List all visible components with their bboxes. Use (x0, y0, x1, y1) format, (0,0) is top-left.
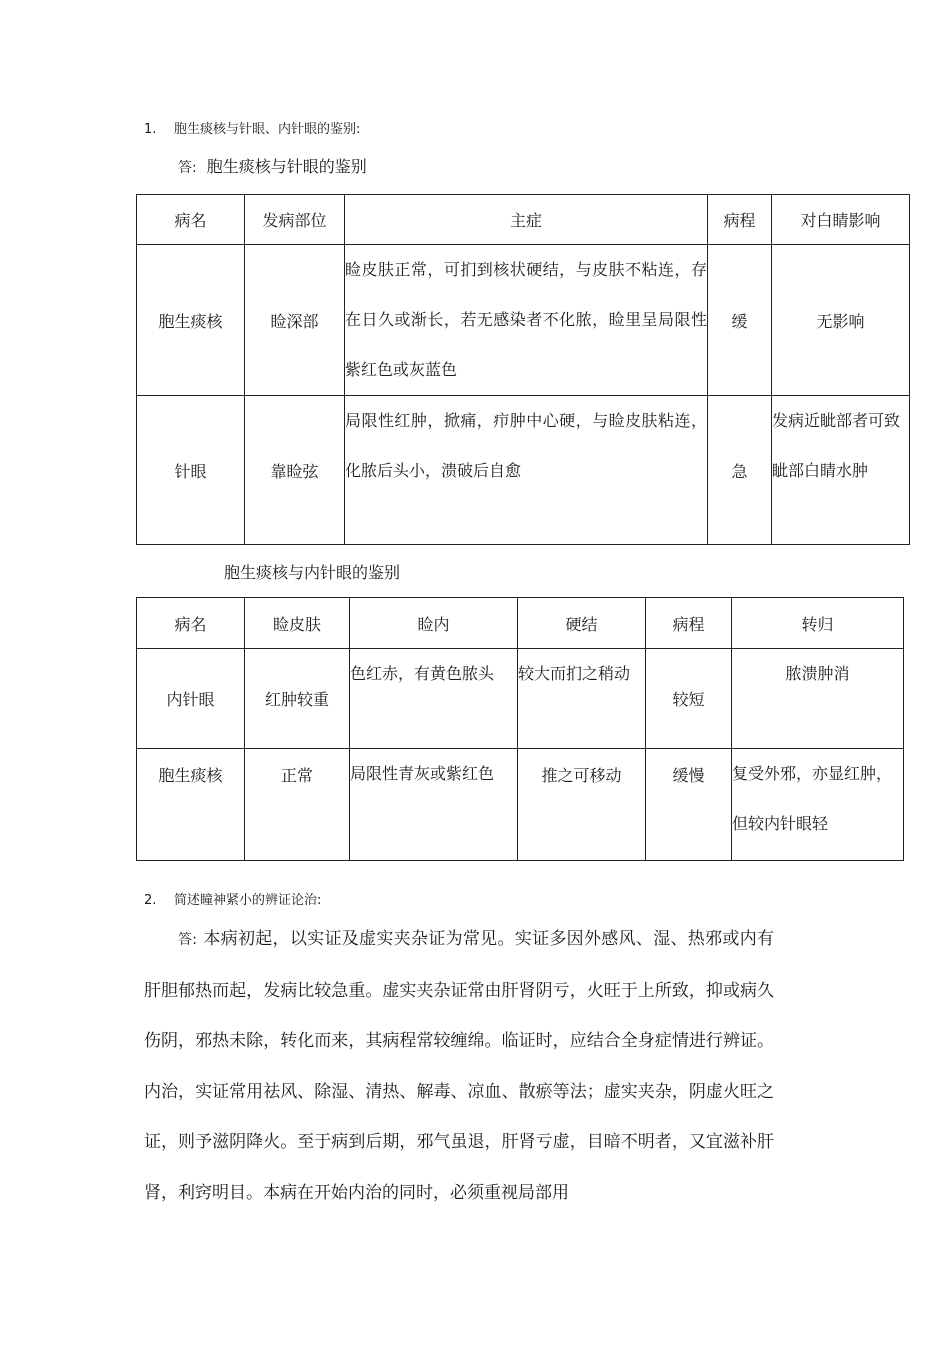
header-cell: 病名 (137, 598, 245, 649)
table-cell: 睑深部 (245, 245, 345, 396)
table-header-row (137, 598, 904, 649)
table-cell: 脓溃肿消 (732, 649, 904, 749)
table-cell: 胞生痰核 (137, 245, 245, 396)
answer-2-text: 本病初起，以实证及虚实夹杂证为常见。实证多因外感风、湿、热邪或内有肝胆郁热而起，发病比较急重。虚实夹杂证常由肝肾阴亏，火旺于上所致，抑或病久伤阴，邪热未除，转化而来，其病程常较缠绵。临证时，应结合全身症情进行辨证。内治，实证常用祛风、除湿、清热、解毒、凉血、散瘀等法；虚实夹杂，阴虚火旺之证，则予滋阴降火。至于病到后期，邪气虽退，肝肾亏虚，目暗不明者，又宜滋补肝肾，利窍明目。本病在开始内治的同时，必须重视局部用 (144, 929, 775, 1203)
header-cell: 对白睛影响 (772, 195, 910, 245)
header-cell: 主症 (345, 195, 708, 245)
table-cell: 内针眼 (137, 649, 245, 749)
answer-2-label: 答: (178, 932, 198, 948)
table-cell: 缓慢 (646, 749, 732, 861)
table-cell: 局限性青灰或紫红色 (350, 749, 518, 861)
header-cell: 病程 (708, 195, 772, 245)
header-cell: 病名 (137, 195, 245, 245)
table-cell: 较短 (646, 649, 732, 749)
table-cell: 复受外邪，亦显红肿，但较内针眼轻 (732, 749, 904, 861)
header-cell: 病程 (646, 598, 732, 649)
question-2-number: 2. (144, 893, 157, 908)
header-cell: 硬结 (518, 598, 646, 649)
table-2-title: 胞生痰核与内针眼的鉴别 (224, 563, 401, 582)
table-cell: 睑皮肤正常，可扪到核状硬结，与皮肤不粘连，存在日久或渐长，若无感染者不化脓，睑里呈局限性紫红色或灰蓝色 (345, 245, 708, 396)
comparison-table-stye (136, 194, 910, 545)
answer-1-label: 答: (178, 160, 197, 176)
question-1 (144, 122, 360, 138)
table-cell: 针眼 (137, 396, 245, 545)
table-row (137, 749, 904, 861)
question-2-text: 简述瞳神紧小的辨证论治: (174, 893, 322, 908)
header-cell: 发病部位 (245, 195, 345, 245)
table-row (137, 245, 910, 396)
comparison-table-internal-stye (136, 597, 904, 861)
table-cell: 发病近眦部者可致眦部白睛水肿 (772, 396, 910, 545)
table-cell: 局限性红肿，掀痛，疖肿中心硬，与睑皮肤粘连，化脓后头小，溃破后自愈 (345, 396, 708, 545)
table-cell: 正常 (245, 749, 350, 861)
answer-2-paragraph (144, 914, 774, 1218)
table-cell: 无影响 (772, 245, 910, 396)
table-cell: 靠睑弦 (245, 396, 345, 545)
table-1-title: 胞生痰核与针眼的鉴别 (206, 157, 367, 176)
question-2 (144, 893, 321, 909)
table-cell: 推之可移动 (518, 749, 646, 861)
table-cell: 较大而扪之稍动 (518, 649, 646, 749)
table-cell: 色红赤，有黄色脓头 (350, 649, 518, 749)
table-header-row (137, 195, 910, 245)
question-1-number: 1. (144, 122, 157, 137)
header-cell: 转归 (732, 598, 904, 649)
table-cell: 缓 (708, 245, 772, 396)
header-cell: 睑内 (350, 598, 518, 649)
table-cell: 胞生痰核 (137, 749, 245, 861)
question-1-text: 胞生痰核与针眼、内针眼的鉴别: (174, 122, 361, 137)
table-cell: 急 (708, 396, 772, 545)
header-cell: 睑皮肤 (245, 598, 350, 649)
answer-1-heading (178, 157, 367, 178)
table-row (137, 649, 904, 749)
table-row (137, 396, 910, 545)
table-cell: 红肿较重 (245, 649, 350, 749)
